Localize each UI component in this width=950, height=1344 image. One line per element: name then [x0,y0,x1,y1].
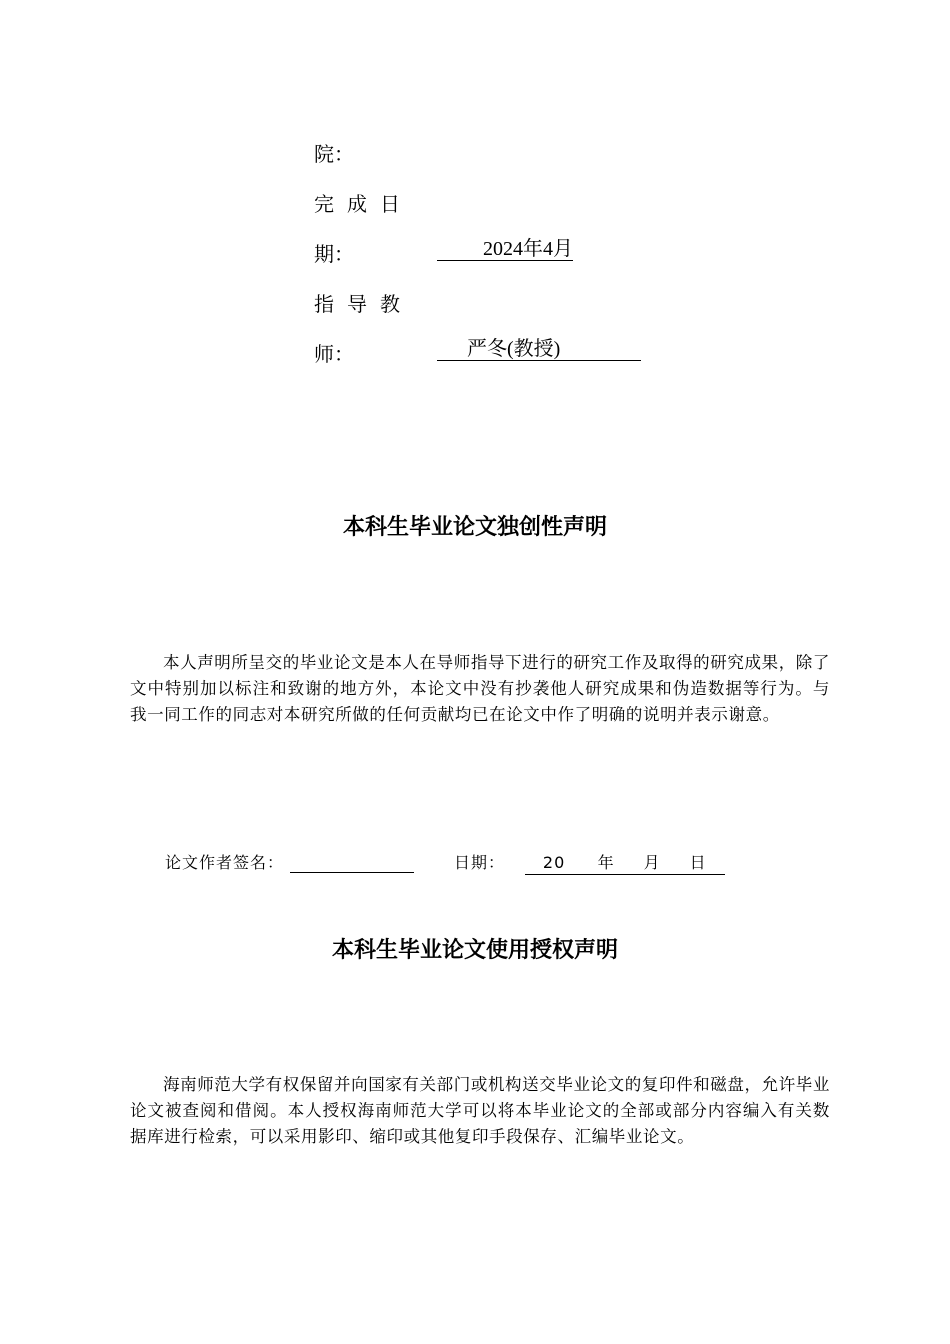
originality-body: 本人声明所呈交的毕业论文是本人在导师指导下进行的研究工作及取得的研究成果，除了文中特别加以标注和致谢的地方外，本论文中没有抄袭他人研究成果和伪造数据等行为。与我一同工作的同志对本研究所做的任何贡献均已在论文中作了明确的说明并表示谢意。 [130,653,830,724]
signature-blank [290,872,414,873]
date-year: 20 [542,853,566,872]
date-year-unit: 年 [597,853,615,872]
originality-title: 本科生毕业论文独创性声明 [342,515,607,540]
signature-date-row [454,850,725,875]
completion-date-label-part2: 期： [314,244,354,266]
date-day-unit: 日 [689,853,707,872]
completion-date-value: 2024年4月 [437,238,573,261]
advisor-label-part1: 指 导 教 [314,294,400,316]
date-blank [525,852,725,875]
signature-label: 论文作者签名： [165,853,285,872]
authorization-paragraph [130,1072,830,1150]
college-label: 院： [314,144,354,166]
completion-date-label-part1: 完 成 日 [314,194,400,216]
date-month-unit: 月 [643,853,661,872]
originality-paragraph [130,650,830,728]
advisor-label-part2: 师： [314,344,354,366]
authorization-body: 海南师范大学有权保留并向国家有关部门或机构送交毕业论文的复印件和磁盘，允许毕业论文被查阅和借阅。本人授权海南师范大学可以将本毕业论文的全部或部分内容编入有关数据库进行检索，可以采用影印、缩印或其他复印手段保存、汇编毕业论文。 [130,1075,830,1146]
date-label: 日期： [454,853,506,872]
authorization-title: 本科生毕业论文使用授权声明 [331,938,618,963]
advisor-value: 严冬(教授) [437,338,641,361]
author-signature-row [165,850,414,873]
